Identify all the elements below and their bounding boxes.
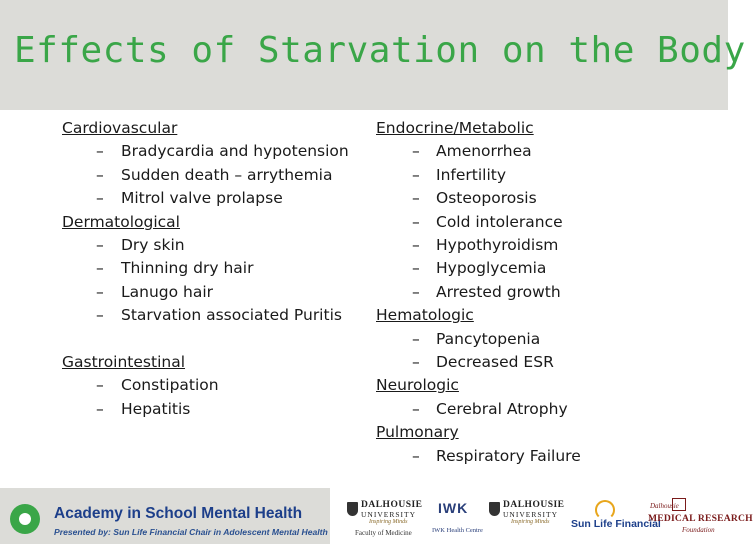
logo-text: MEDICAL RESEARCH	[648, 513, 753, 524]
dalhousie-shield-icon	[489, 502, 500, 516]
sun-icon	[595, 500, 615, 520]
list-item	[376, 211, 706, 234]
item-text: Osteoporosis	[436, 189, 537, 208]
academy-name: Academy in School Mental Health	[54, 505, 303, 522]
dash: –	[96, 399, 104, 418]
item-text: Starvation associated Puritis	[121, 306, 342, 325]
item-text: Hypoglycemia	[436, 259, 547, 278]
foundation-emblem-icon	[672, 498, 686, 511]
dash: –	[412, 236, 420, 255]
list-item	[62, 187, 362, 210]
logo-text: Dalhousie	[650, 502, 679, 510]
dalhousie-medicine-logo	[347, 500, 425, 540]
logo-text: UNIVERSITY	[503, 510, 558, 519]
dash: –	[412, 329, 420, 348]
item-text: Amenorrhea	[436, 142, 532, 161]
list-item	[376, 140, 706, 163]
heading-cardiovascular: Cardiovascular	[62, 119, 178, 137]
item-text: Cerebral Atrophy	[436, 399, 568, 418]
item-text: Lanugo hair	[121, 282, 214, 301]
list-item	[376, 445, 706, 468]
list-item	[62, 281, 362, 304]
dalhousie-logo	[489, 500, 569, 540]
item-text: Infertility	[436, 165, 507, 184]
logo-text: Faculty of Medicine	[355, 529, 412, 537]
dash: –	[412, 282, 420, 301]
logo-text: Inspiring Minds	[511, 519, 550, 525]
right-column	[376, 117, 706, 468]
list-item	[62, 304, 362, 327]
sun-life-logo	[571, 500, 661, 540]
list-item	[376, 257, 706, 280]
item-text: Hepatitis	[121, 399, 191, 418]
item-text: Cold intolerance	[436, 212, 563, 231]
medical-research-foundation-logo	[646, 498, 753, 542]
heading-neurologic: Neurologic	[376, 376, 459, 395]
list-item	[376, 281, 706, 304]
list-item	[376, 328, 706, 351]
item-text: Thinning dry hair	[121, 259, 254, 278]
item-text: Hypothyroidism	[436, 236, 559, 255]
iwk-logo	[432, 500, 484, 540]
item-text: Mitrol valve prolapse	[121, 189, 283, 208]
dash: –	[96, 282, 104, 301]
dash: –	[96, 376, 104, 395]
slide-title: Effects of Starvation on the Body	[14, 30, 746, 71]
dash: –	[412, 165, 420, 184]
logo-text: IWK Health Centre	[432, 527, 483, 534]
dash: –	[412, 142, 420, 161]
list-item	[376, 398, 706, 421]
list-item	[62, 234, 362, 257]
iwk-mark: IWK	[438, 500, 469, 516]
logo-text: Inspiring Minds	[369, 519, 408, 525]
dash: –	[412, 399, 420, 418]
heading-gastrointestinal: Gastrointestinal	[62, 353, 186, 372]
dash: –	[96, 142, 104, 161]
dash: –	[412, 189, 420, 208]
list-item	[62, 257, 362, 280]
dash: –	[96, 165, 104, 184]
list-item	[376, 234, 706, 257]
list-item	[62, 140, 362, 163]
logo-text: DALHOUSIE	[361, 500, 423, 510]
item-text: Dry skin	[121, 236, 185, 255]
dash: –	[96, 259, 104, 278]
dash: –	[412, 446, 420, 465]
dash: –	[96, 236, 104, 255]
item-text: Constipation	[121, 376, 219, 395]
logo-text: UNIVERSITY	[361, 510, 416, 519]
logo-text: DALHOUSIE	[503, 500, 565, 510]
list-item	[62, 398, 362, 421]
left-column	[62, 117, 362, 421]
spacer	[62, 328, 362, 351]
academy-logo-icon	[10, 504, 40, 534]
dash: –	[412, 212, 420, 231]
presented-by: Presented by: Sun Life Financial Chair in Adolescent Mental Health	[54, 527, 328, 537]
list-item	[376, 187, 706, 210]
item-text: Arrested growth	[436, 282, 561, 301]
dash: –	[412, 259, 420, 278]
list-item	[376, 164, 706, 187]
list-item	[376, 351, 706, 374]
dash: –	[96, 306, 104, 325]
item-text: Decreased ESR	[436, 353, 554, 372]
item-text: Respiratory Failure	[436, 446, 581, 465]
item-text: Bradycardia and hypotension	[121, 142, 349, 161]
item-text: Sudden death – arrythemia	[121, 165, 333, 184]
heading-dermatological: Dermatological	[62, 212, 180, 231]
list-item	[62, 164, 362, 187]
logo-text: Sun Life Financial	[571, 518, 661, 530]
dash: –	[96, 189, 104, 208]
dash: –	[412, 353, 420, 372]
logo-text: Foundation	[682, 526, 715, 534]
heading-endocrine: Endocrine/Metabolic	[376, 119, 534, 137]
dalhousie-shield-icon	[347, 502, 358, 516]
heading-pulmonary: Pulmonary	[376, 423, 459, 442]
item-text: Pancytopenia	[436, 329, 541, 348]
heading-hematologic: Hematologic	[376, 306, 474, 325]
list-item	[62, 374, 362, 397]
